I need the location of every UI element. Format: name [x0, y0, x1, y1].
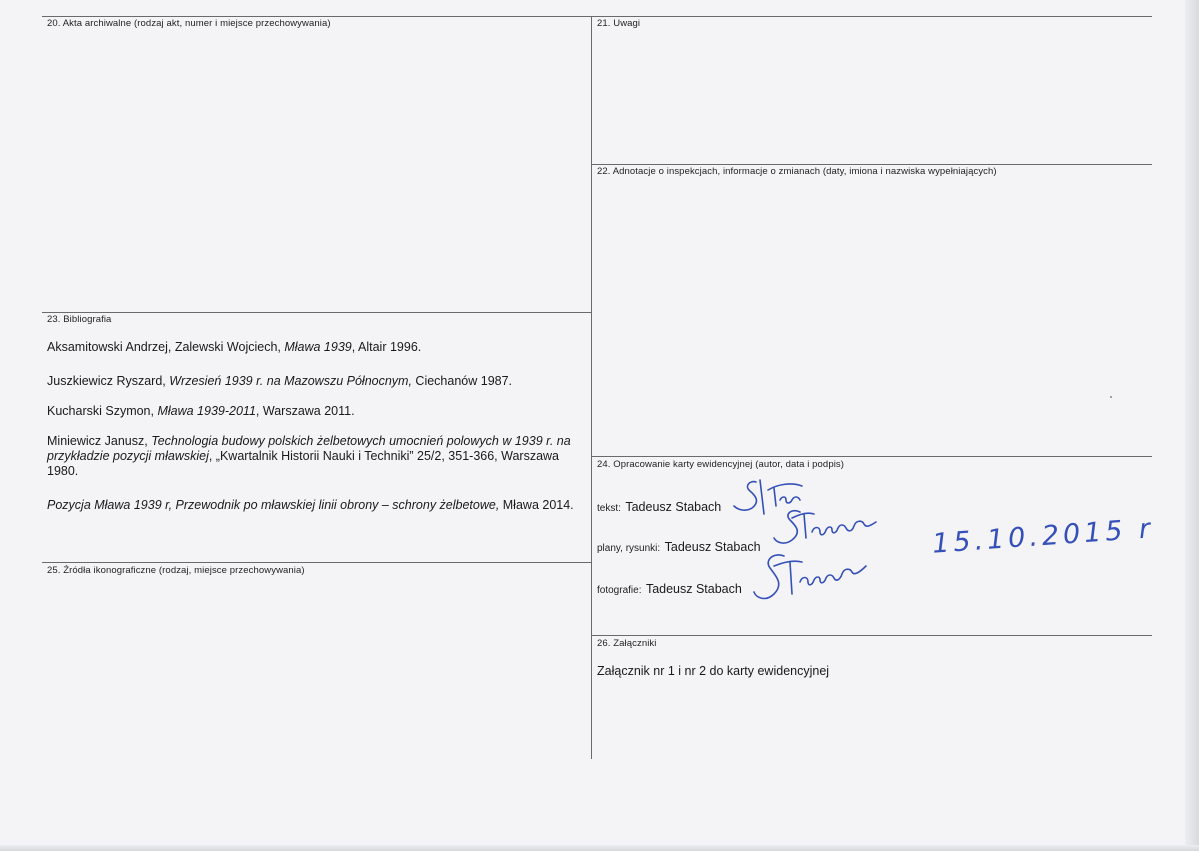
entry-title: Mława 1939-2011 — [157, 404, 256, 418]
field-22-label: 22. Adnotacje o inspekcjach, informacje o zmianach (daty, imiona i nazwiska wypełniających) — [597, 166, 997, 177]
entry-authors: Kucharski Szymon, — [47, 404, 158, 418]
scan-speck — [1110, 396, 1112, 398]
entry-title: Pozycja Mława 1939 r, Przewodnik po mławskiej linii obrony – schrony żelbetowe, — [47, 498, 500, 512]
author-row-label: fotografie: — [597, 585, 642, 596]
author-row-label: plany, rysunki: — [597, 543, 661, 554]
signature — [752, 548, 872, 608]
rule-25 — [42, 562, 591, 563]
rule-23 — [42, 312, 591, 313]
field-25-label: 25. Źródła ikonograficzne (rodzaj, miejsce przechowywania) — [47, 565, 305, 576]
author-row-value: Tadeusz Stabach — [625, 500, 722, 514]
attachments-text: Załącznik nr 1 i nr 2 do karty ewidencyjnej — [597, 664, 830, 678]
column-divider — [591, 16, 592, 759]
author-row-value: Tadeusz Stabach — [664, 540, 761, 554]
entry-title: Mława 1939 — [284, 340, 352, 354]
field-21-label: 21. Uwagi — [597, 18, 641, 29]
signature — [770, 502, 882, 552]
bibliography-entry — [47, 404, 577, 419]
bibliography-entry — [47, 340, 577, 355]
entry-publication: Mława 2014. — [499, 498, 574, 512]
handwritten-date: 15.10.2015 r — [931, 513, 1156, 560]
bibliography-entry — [47, 434, 577, 479]
entry-publication: Ciechanów 1987. — [411, 374, 513, 388]
entry-publication: , „Kwartalnik Historii Nauki i Techniki” 25/2, 351-366, Warszawa 1980. — [47, 449, 559, 478]
entry-authors: Aksamitowski Andrzej, Zalewski Wojciech, — [47, 340, 285, 354]
entry-title: Wrzesień 1939 r. na Mazowszu Północnym, — [169, 374, 412, 388]
entry-authors: Juszkiewicz Ryszard, — [47, 374, 170, 388]
bibliography-entry — [47, 498, 577, 513]
rule-26 — [591, 635, 1152, 636]
author-row-plans — [597, 538, 761, 556]
rule-22 — [591, 164, 1152, 165]
rule-24 — [591, 456, 1152, 457]
top-rule — [42, 16, 1152, 17]
field-24-label: 24. Opracowanie karty ewidencyjnej (autor, data i podpis) — [597, 459, 845, 470]
field-20-label: 20. Akta archiwalne (rodzaj akt, numer i miejsce przechowywania) — [47, 18, 331, 29]
author-row-text — [597, 498, 721, 516]
author-row-label: tekst: — [597, 503, 621, 514]
entry-authors: Miniewicz Janusz, — [47, 434, 152, 448]
scan-edge — [1185, 0, 1199, 851]
field-26-label: 26. Załączniki — [597, 638, 657, 649]
entry-publication: , Warszawa 2011. — [255, 404, 355, 418]
author-row-photos — [597, 580, 742, 598]
entry-title: Technologia budowy polskich żelbetowych umocnień polowych w 1939 r. na przykładzie pozycji mławskiej — [47, 434, 571, 463]
bibliography-entry — [47, 374, 577, 389]
field-23-label: 23. Bibliografia — [47, 314, 112, 325]
entry-publication: , Altair 1996. — [351, 340, 422, 354]
scan-edge — [0, 845, 1199, 851]
author-row-value: Tadeusz Stabach — [645, 582, 742, 596]
